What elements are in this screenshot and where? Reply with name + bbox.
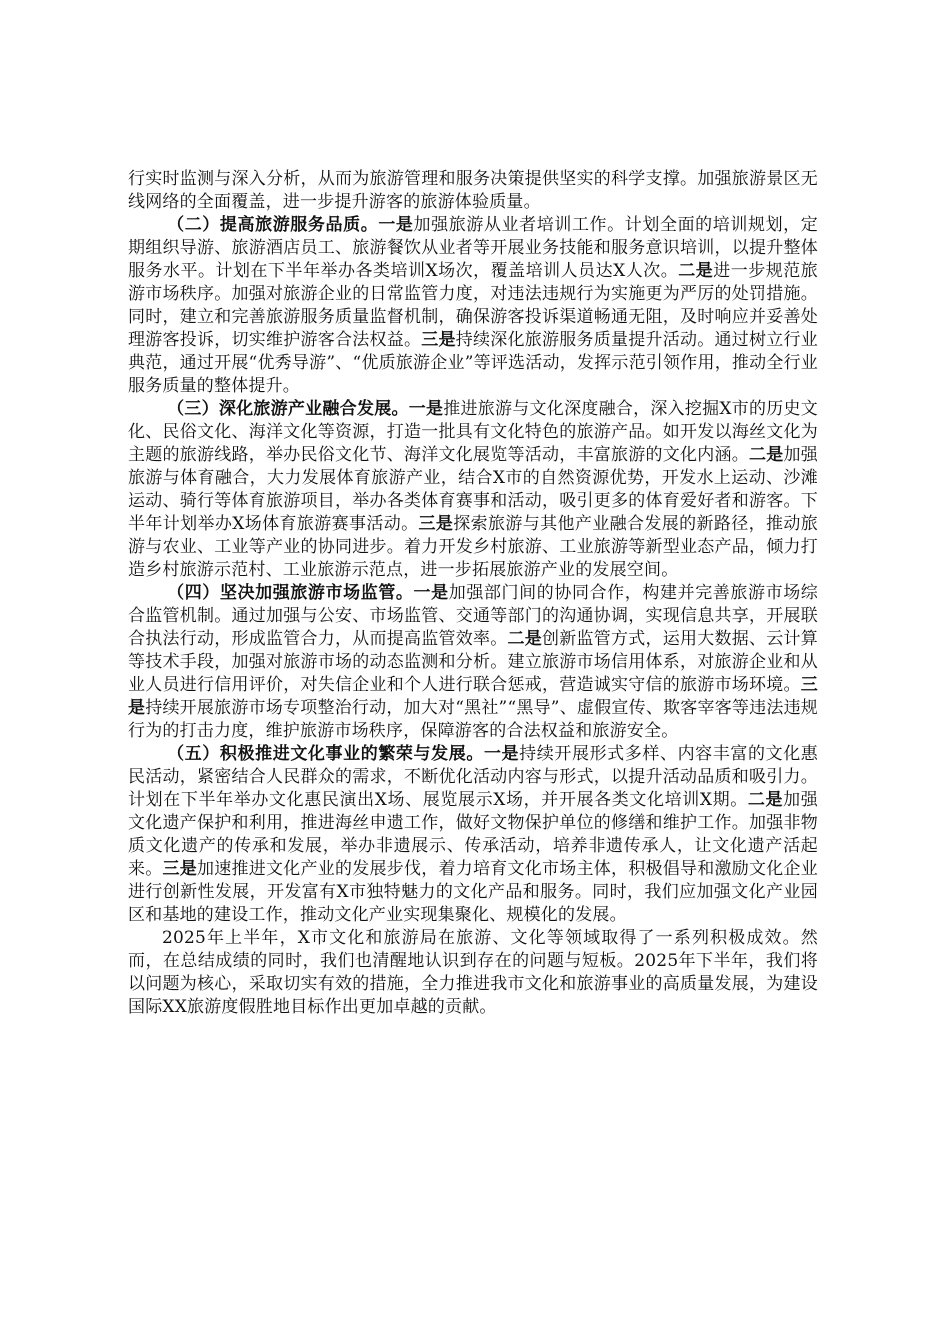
- paragraph-market-supervision: [128, 582, 818, 743]
- bold-marker: 三是: [128, 675, 818, 718]
- paragraph-conclusion: [128, 927, 818, 1019]
- text-run: 2025年上半年，X市文化和旅游局在旅游、文化等领域取得了一系列积极成效。然而，在总结成绩的同时，我们也清醒地认识到存在的问题与短板。2025年下半年，我们将以问题为核心，采取切实有效的措施，全力推进我市文化和旅游事业的高质量发展，为建设国际XX旅游度假胜地目标作出更加卓越的贡献。: [128, 928, 818, 1017]
- paragraph-continuation: [128, 168, 818, 214]
- bold-marker: 三是: [421, 330, 456, 350]
- text-run: 加强文化遗产保护和利用，推进海丝申遗工作，做好文物保护单位的修缮和维护工作。加强非物质文化遗产的传承和发展，举办非遗展示、传承活动，培养非遗传承人，让文化遗产活起来。: [128, 790, 818, 879]
- bold-marker: 三是: [418, 514, 454, 534]
- text-run: 进一步规范旅游市场秩序。加强对旅游企业的日常监管力度，对违法违规行为实施更为严厉的处罚措施。同时，建立和完善旅游服务质量监督机制，确保游客投诉渠道畅通无阻，及时响应并妥善处理游客投诉，切实维护游客合法权益。: [128, 261, 819, 350]
- section-heading: （三）深化旅游产业融合发展。一是: [167, 399, 444, 419]
- text-run: 加强旅游从业者培训工作。计划全面的培训规划，定期组织导游、旅游酒店员工、旅游餐饮从业者等开展业务技能和服务意识培训，以提升整体服务水平。计划在下半年举办各类培训X场次，覆盖培训人员达X人次。: [128, 215, 818, 281]
- paragraph-industry-integration: [128, 398, 818, 582]
- paragraph-service-quality: [128, 214, 818, 398]
- text-run: 创新监管方式，运用大数据、云计算等技术手段，加强对旅游市场的动态监测和分析。建立旅游市场信用体系，对旅游企业和从业人员进行信用评价，对失信企业和个人进行联合惩戒，营造诚实守信的旅游市场环境。: [128, 629, 819, 695]
- bold-marker: 二是: [678, 261, 714, 281]
- document-body: [128, 168, 818, 1019]
- text-run: 推进旅游与文化深度融合，深入挖掘X市的历史文化、民俗文化、海洋文化等资源，打造一批具有文化特色的旅游产品。如开发以海丝文化为主题的旅游线路，举办民俗文化节、海洋文化展览等活动，丰富旅游的文化内涵。: [128, 399, 818, 465]
- text-run: 探索旅游与其他产业融合发展的新路径，推动旅游与农业、工业等产业的协同进步。着力开发乡村旅游、工业旅游等新型业态产品，倾力打造乡村旅游示范村、工业旅游示范点，进一步拓展旅游产业的发展空间。: [128, 514, 818, 580]
- paragraph-cultural-development: [128, 743, 818, 927]
- text-run: 行实时监测与深入分析，从而为旅游管理和服务决策提供坚实的科学支撑。加强旅游景区无线网络的全面覆盖，进一步提升游客的旅游体验质量。: [128, 169, 818, 212]
- section-heading: （五）积极推进文化事业的繁荣与发展。一是: [167, 744, 520, 764]
- text-run: 加速推进文化产业的发展步伐，着力培育文化市场主体，积极倡导和激励文化企业进行创新性发展，开发富有X市独特魅力的文化产品和服务。同时，我们应加强文化产业园区和基地的建设工作，推动文化产业实现集聚化、规模化的发展。: [128, 859, 819, 925]
- text-run: 持续开展旅游市场专项整治行动，加大对“黑社”“黑导”、虚假宣传、欺客宰客等违法违规行为的打击力度，维护旅游市场秩序，保障游客的合法权益和旅游安全。: [128, 698, 819, 741]
- section-heading: （二）提高旅游服务品质。一是: [167, 215, 414, 235]
- bold-marker: 二是: [749, 445, 784, 465]
- section-heading: （四）坚决加强旅游市场监管。一是: [167, 583, 449, 603]
- text-run: 加强部门间的协同合作，构建并完善旅游市场综合监管机制。通过加强与公安、市场监管、交通等部门的沟通协调，实现信息共享，开展联合执法行动，形成监管合力，从而提高监管效率。: [128, 583, 819, 649]
- bold-marker: 二是: [747, 790, 784, 810]
- bold-marker: 三是: [162, 859, 198, 879]
- text-run: 持续深化旅游服务质量提升活动。通过树立行业典范，通过开展“优秀导游”、“优质旅游企业”等评选活动，发挥示范引领作用，推动全行业服务质量的整体提升。: [128, 330, 818, 396]
- text-run: 持续开展形式多样、内容丰富的文化惠民活动，紧密结合人民群众的需求，不断优化活动内容与形式，以提升活动品质和吸引力。计划在下半年举办文化惠民演出X场、展览展示X场，并开展各类文化培训X期。: [128, 744, 818, 810]
- bold-marker: 二是: [507, 629, 543, 649]
- text-run: 加强旅游与体育融合，大力发展体育旅游产业，结合X市的自然资源优势，开发水上运动、沙滩运动、骑行等体育旅游项目，举办各类体育赛事和活动，吸引更多的体育爱好者和游客。下半年计划举办X场体育旅游赛事活动。: [128, 445, 818, 534]
